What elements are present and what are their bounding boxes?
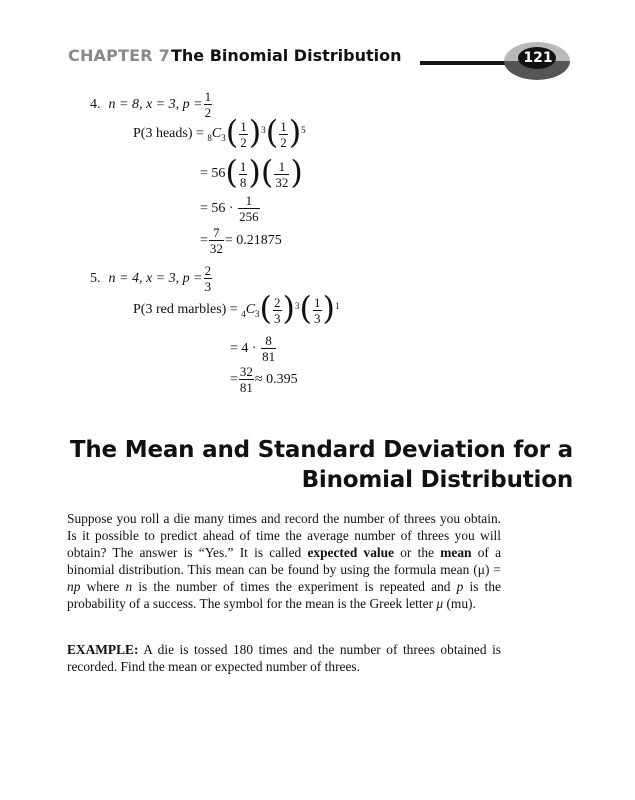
problem-4-step-2: = 56 ( $\frac{1}{8}$ ) ( $\frac{1}{32}$ )	[200, 153, 303, 191]
problem-4-formula: P(3 heads) = 8 C 3 ( $\frac{1}{2}$ ) 3 ( $\frac{1}{2}$ ) 5	[133, 113, 306, 151]
section-heading-line-2: Binomial Distribution	[301, 467, 573, 493]
problem-4-step-3: = 56 · $\frac{1}{256}$	[200, 193, 259, 224]
chapter-number: CHAPTER 7	[68, 46, 170, 65]
problem-5-result: = $\frac{32}{81}$ ≈ 0.395	[230, 364, 298, 395]
body-paragraph: Suppose you roll a die many times and record the number of threes you obtain. Is it possible to predict ahead of time the average number of threes you will obtain? The answer is “Yes.” It is called expected value or the mean of a binomial distribution. This mean can be found by using the formula mean (μ) = np where n is the number of times the experiment is repeated and p is the probability of a success. The symbol for the mean is the Greek letter μ (mu).	[67, 511, 502, 611]
problem-5-step-2: = 4 · $\frac{8}{81}$	[230, 333, 276, 364]
problem-4-result: = $\frac{7}{32}$ = 0.21875	[200, 225, 282, 256]
problem-4-given: 4. n = 8, x = 3, p = $\frac{1}{2}$	[90, 89, 212, 120]
chapter-title: The Binomial Distribution	[171, 46, 402, 65]
example-paragraph: EXAMPLE: A die is tossed 180 times and the number of threes obtained is recorded. Find the mean or expected number of threes.	[67, 642, 501, 674]
section-heading-line-1: The Mean and Standard Deviation for a	[69, 437, 573, 463]
problem-5-formula: P(3 red marbles) = 4 C 3 ( $\frac{2}{3}$ ) 3 ( $\frac{1}{3}$ ) 1	[133, 289, 340, 327]
page-number: 121	[523, 50, 553, 66]
example-label: EXAMPLE:	[67, 642, 139, 657]
fraction: $\frac{1}{2}$	[204, 89, 212, 120]
problem-5-given: 5. n = 4, x = 3, p = $\frac{2}{3}$	[90, 263, 212, 294]
